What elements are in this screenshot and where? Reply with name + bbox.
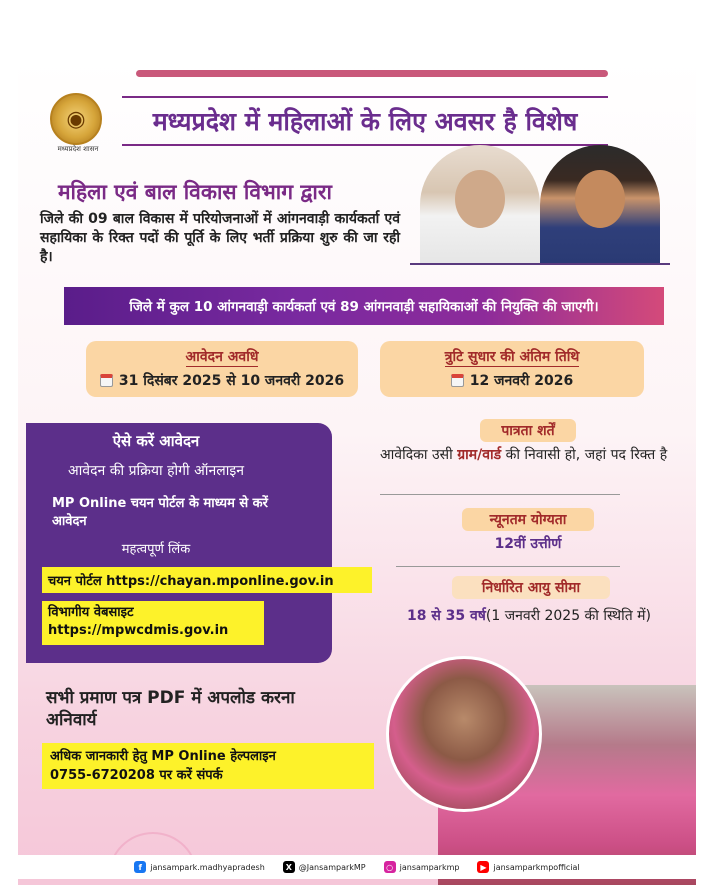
helpline-line2: 0755-6720208 पर करें संपर्क [50,768,223,783]
qualification-value: 12वीं उत्तीर्ण [494,536,562,552]
poster [18,60,696,885]
divider [396,566,620,567]
eligibility-text-before: आवेदिका उसी [380,447,458,463]
youtube-handle[interactable] [477,861,579,873]
department-website-label: विभागीय वेबसाइट [48,605,134,620]
headline: मध्यप्रदेश में महिलाओं के लिए अवसर है विशेष [152,107,578,136]
headline-box [122,96,608,146]
leader-face [575,170,625,228]
mp-government-emblem-icon: ◉ [50,93,102,145]
eligibility-highlight: ग्राम/वार्ड [457,447,502,463]
correction-deadline-value-row [380,371,644,390]
department-website-url: https://mpwcdmis.gov.in [48,623,229,638]
eligibility-text [380,446,690,464]
facebook-text: jansampark.madhyapradesh [150,862,265,872]
certificate-upload-notice: सभी प्रमाण पत्र PDF में अपलोड करना अनिवार्य [46,688,295,730]
application-period-card [86,341,358,397]
age-note: (1 जनवरी 2025 की स्थिति में) [485,608,652,624]
intro-text: जिले की 09 बाल विकास में परियोजनाओं में आंगनवाड़ी कार्यकर्ता एवं सहायिका के रिक्त पदों की पूर्ति के लिए भर्ती प्रक्रिया शुरु की जा रही है। [40,211,400,265]
department-title: महिला एवं बाल विकास विभाग द्वारा [58,180,332,204]
correction-deadline-title: त्रुटि सुधार की अंतिम तिथि [444,349,580,365]
application-period-value-row [86,371,358,390]
divider [380,494,620,495]
correction-deadline-card [380,341,644,397]
eligibility-title: पात्रता शर्तें [480,419,576,442]
portal-instruction: MP Online चयन पोर्टल के माध्यम से करें आवेदन [52,496,268,529]
application-period-value: 31 दिसंबर 2025 से 10 जनवरी 2026 [118,373,345,389]
emblem-caption: मध्यप्रदेश शासन [57,145,99,153]
important-links-title: महत्वपूर्ण लिंक [121,542,191,557]
helpline-line1: अधिक जानकारी हेतु MP Online हेल्पलाइन [50,749,276,764]
youtube-text: jansamparkmpofficial [493,862,580,872]
chayan-portal-link[interactable]: चयन पोर्टल https://chayan.mponline.gov.in [42,567,372,593]
vacancy-banner: जिले में कुल 10 आंगनवाड़ी कार्यकर्ता एवं 89 आंगनवाड़ी सहायिकाओं की नियुक्ति की जाएगी। [64,287,664,325]
calendar-icon [100,374,113,387]
department-website-link[interactable] [42,601,264,645]
qualification-title: न्यूनतम योग्यता [462,508,594,531]
x-icon: X [283,861,295,873]
anganwadi-worker-photo [386,656,542,812]
age-range: 18 से 35 वर्ष [406,608,486,624]
eligibility-text-after: की निवासी हो, जहां पद रिक्त है [501,447,668,463]
helpline-box [42,743,374,789]
top-accent-bar [136,70,608,77]
calendar-icon [451,374,464,387]
instagram-handle[interactable] [384,861,460,873]
x-handle[interactable] [283,861,366,873]
facebook-icon: f [134,861,146,873]
leaders-photo [410,145,670,265]
online-process-text: आवेदन की प्रक्रिया होगी ऑनलाइन [68,463,244,479]
application-period-title: आवेदन अवधि [185,349,259,365]
leader-face [455,170,505,228]
age-limit-value [364,606,694,625]
leader-photo-right [540,145,660,263]
age-limit-title: निर्धारित आयु सीमा [452,576,610,599]
x-text: @JansamparkMP [298,862,366,872]
correction-deadline-value: 12 जनवरी 2026 [469,373,574,389]
instagram-text: jansamparkmp [399,862,460,872]
leader-photo-left [420,145,540,263]
how-to-apply-title: ऐसे करें आवेदन [112,432,200,450]
social-footer [18,855,696,879]
instagram-icon: ○ [384,861,396,873]
youtube-icon: ▶ [477,861,489,873]
facebook-handle[interactable] [134,861,265,873]
